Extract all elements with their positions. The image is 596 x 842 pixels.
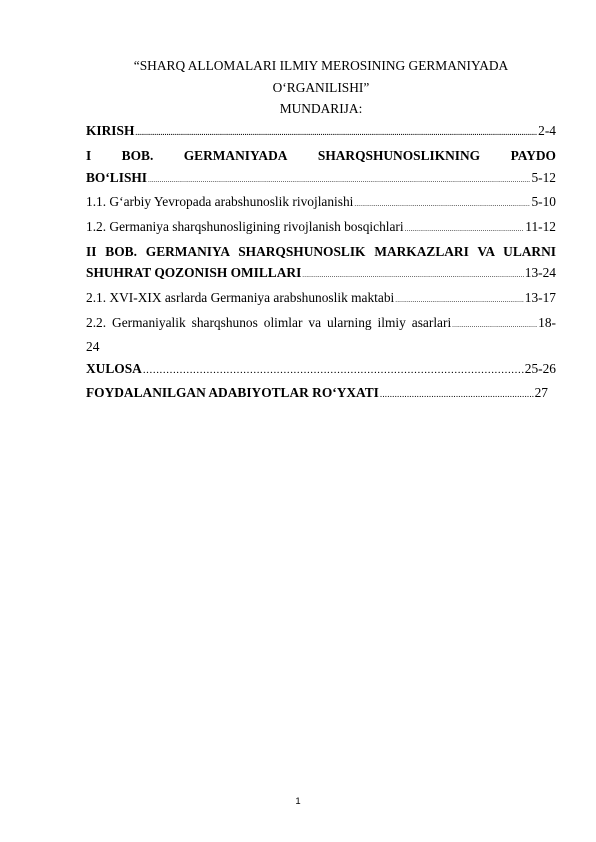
toc-entry-kirish[interactable] <box>86 120 556 145</box>
toc-entry-xulosa[interactable] <box>86 358 556 382</box>
chapter-1-word: BOB. <box>121 147 154 163</box>
chapter-1-word: GERMANIYADA <box>183 147 288 163</box>
toc-entry-chapter-2[interactable] <box>86 241 556 287</box>
toc-label: FOYDALANILGAN ADABIYOTLAR RO‘YXATI <box>86 384 379 400</box>
toc-leader-dots <box>148 170 530 192</box>
title-line-1: “SHARQ ALLOMALARI ILMIY MEROSINING GERMANIYADA <box>133 58 509 73</box>
toc-page-range: 5-10 <box>531 194 556 210</box>
toc-label: KIRISH <box>86 123 135 139</box>
toc-label: SHUHRAT QOZONISH OMILLARI <box>86 265 302 281</box>
toc-leader-dots <box>354 194 530 216</box>
chapter-1-continuation <box>86 167 556 192</box>
chapter-1-word: PAYDO <box>510 147 556 163</box>
document-title <box>86 55 556 98</box>
title-line-2: O‘RGANILISHI” <box>272 79 370 95</box>
toc-label: BO‘LISHI <box>86 169 148 185</box>
toc-entry-1-2[interactable] <box>86 216 556 241</box>
toc-label: XULOSA <box>86 361 142 377</box>
toc-leader-dots <box>135 123 537 145</box>
toc-page-range: 2-4 <box>538 123 556 139</box>
chapter-1-word: I <box>86 147 92 163</box>
toc-page-range-continued: 24 <box>86 339 100 355</box>
toc-entry-references[interactable] <box>86 382 548 406</box>
toc-leader-dots <box>452 315 537 337</box>
toc-leader-dots <box>380 384 534 406</box>
toc-leader-dots <box>143 360 524 382</box>
toc-leader-dots <box>395 290 523 312</box>
toc-label: 1.2. Germaniya sharqshunosligining rivojlanish bosqichlari <box>86 218 404 234</box>
toc-page-range: 13-24 <box>524 265 556 281</box>
page-number: 1 <box>295 796 301 807</box>
toc-page-range: 11-12 <box>525 218 556 234</box>
toc-page-range: 25-26 <box>524 361 556 377</box>
toc-page-range: 5-12 <box>531 169 556 185</box>
chapter-2-continuation <box>86 262 556 287</box>
section-2-2-line <box>86 312 556 337</box>
chapter-2-title-line: II BOB. GERMANIYA SHARQSHUNOSLIK MARKAZLARI VA ULARNI <box>86 243 556 259</box>
toc-entry-1-1[interactable] <box>86 191 556 216</box>
toc-label: 1.1. G‘arbiy Yevropada arabshunoslik rivojlanishi <box>86 194 354 210</box>
toc-label: 2.2. Germaniyalik sharqshunos olimlar va ularning ilmiy asarlari <box>86 314 452 330</box>
toc-entry-chapter-1[interactable] <box>86 145 556 191</box>
toc-leader-dots <box>405 219 525 241</box>
toc-label: 2.1. XVI-XIX asrlarda Germaniya arabshunoslik maktabi <box>86 290 395 306</box>
toc-page-range: 27 <box>534 384 548 400</box>
contents-heading: MUNDARIJA: <box>279 101 363 117</box>
chapter-1-word: SHARQSHUNOSLIKNING <box>317 147 481 163</box>
toc-page-range: 13-17 <box>524 290 556 306</box>
chapter-1-title-line <box>86 145 556 167</box>
document-content <box>86 55 556 406</box>
toc-leader-dots <box>302 265 523 287</box>
toc-entry-2-2[interactable] <box>86 312 556 358</box>
toc-entry-2-1[interactable] <box>86 287 556 312</box>
toc-page-range: 18- <box>538 314 556 330</box>
